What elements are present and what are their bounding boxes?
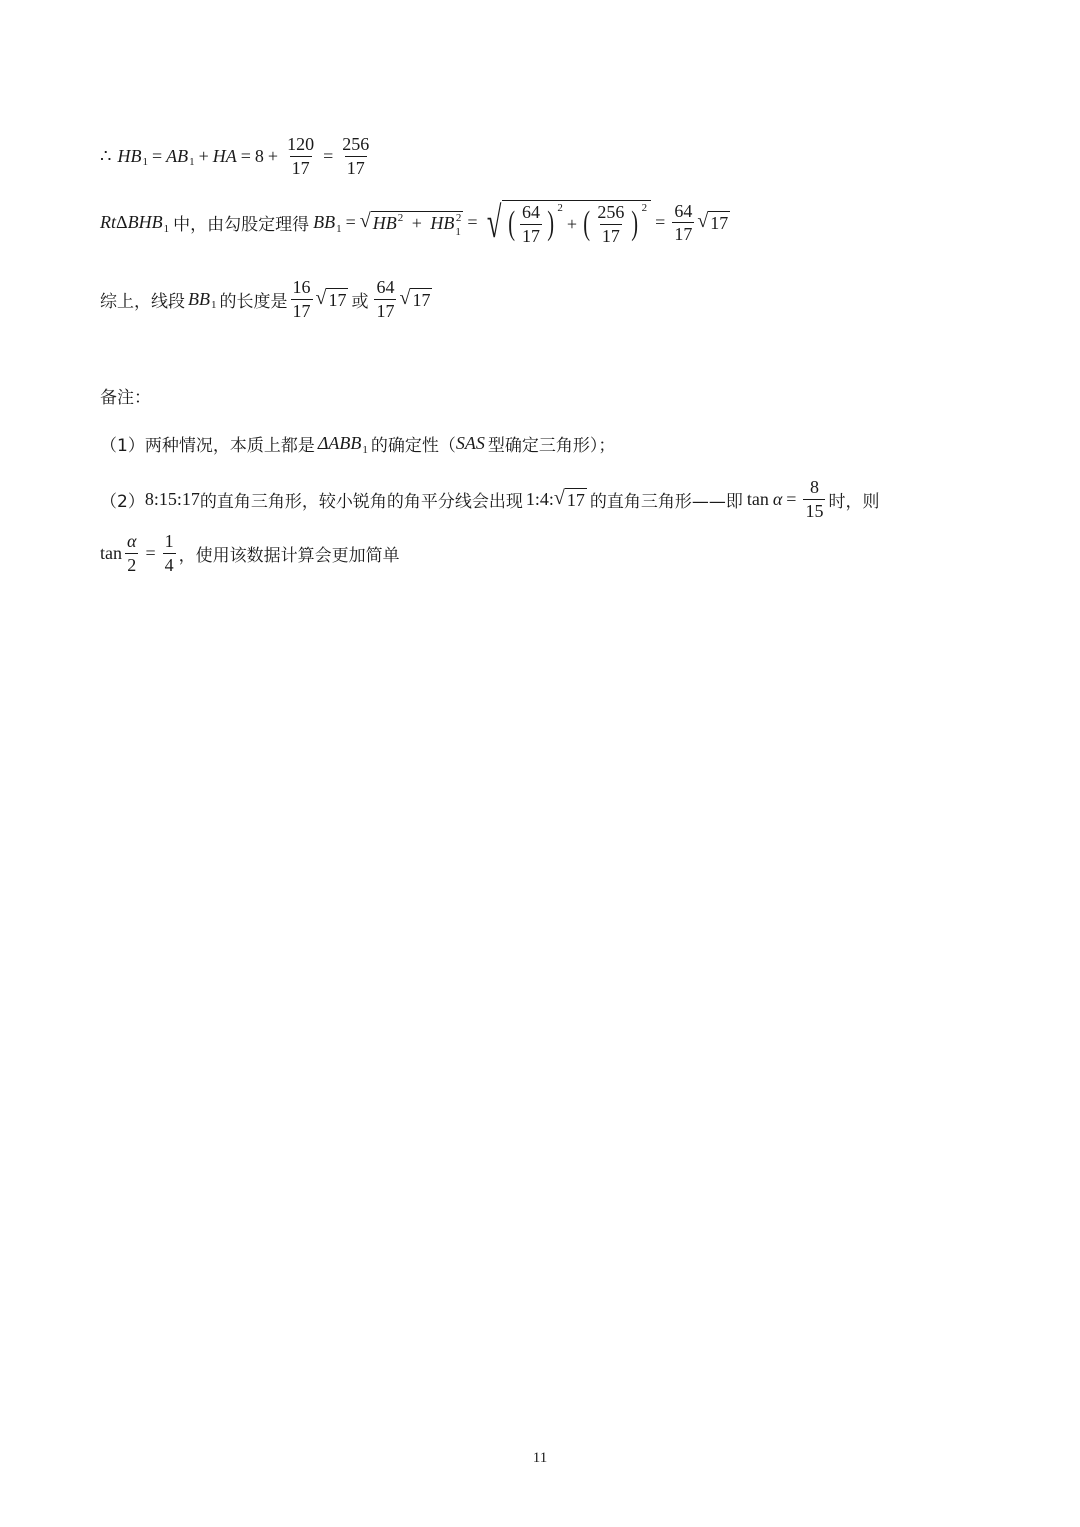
equation-bb1-pythagoras <box>100 197 730 247</box>
sub-1: 1 <box>455 226 461 239</box>
equals: = <box>655 212 666 233</box>
note2-middle2: 的直角三角形——即 <box>589 491 743 512</box>
sqrt-hb2-hb12 <box>359 210 464 239</box>
note-item-2 <box>100 478 879 521</box>
radicand: 17 <box>710 213 729 234</box>
equals: = <box>345 212 356 233</box>
text-conclusion-prefix: 综上，线段 <box>100 291 185 312</box>
note2-prefix: （2） <box>100 491 145 512</box>
sqrt-17 <box>554 488 587 511</box>
note2-suffix: 时，则 <box>828 491 880 512</box>
var-ha: HA <box>212 145 237 166</box>
numerator: 16 <box>292 277 311 297</box>
note2-middle: 的直角三角形，较小锐角的角平分线会出现 <box>199 491 523 512</box>
fraction-1-4 <box>163 532 176 575</box>
equals: = <box>145 542 156 563</box>
paren-left: ( <box>507 205 515 243</box>
note2-conclusion: ，使用该数据计算会更加简单 <box>178 545 400 566</box>
equals: = <box>786 488 797 509</box>
sup-2: 2 <box>641 202 648 215</box>
radical-sign: √ <box>359 210 371 233</box>
numerator: 1 <box>164 531 174 551</box>
numerator: 256 <box>597 202 625 222</box>
fraction-8-15 <box>803 478 825 521</box>
denominator: 17 <box>291 157 310 178</box>
numerator: 64 <box>674 200 693 221</box>
denominator: 17 <box>674 224 693 245</box>
var-bb: BB <box>188 288 210 309</box>
sqrt-17 <box>697 211 730 234</box>
sub-1: 1 <box>336 222 342 235</box>
fraction-16-17 <box>291 278 313 321</box>
radicand: 17 <box>328 289 347 310</box>
numerator: 120 <box>287 134 315 154</box>
plus: + <box>198 145 209 166</box>
radical-sign: √ <box>399 286 411 309</box>
page-number: 11 <box>532 1450 548 1466</box>
sup-2: 2 <box>397 212 404 225</box>
paren-left: ( <box>583 205 591 243</box>
denominator: 17 <box>601 225 620 246</box>
equals: = <box>240 145 251 166</box>
paren-right: ) <box>631 205 639 243</box>
sqrt-17 <box>316 288 349 311</box>
radicand: 17 <box>566 489 585 510</box>
notes-heading: 备注： <box>100 388 151 408</box>
equals: = <box>151 145 163 166</box>
sub-1: 1 <box>211 299 217 312</box>
radical-sign: √ <box>315 286 327 309</box>
radical-sign: √ <box>486 197 501 247</box>
text-pythagoras: 中，由勾股定理得 <box>173 215 310 236</box>
equals: = <box>467 212 478 233</box>
sup-2: 2 <box>557 202 563 215</box>
sub-1: 1 <box>142 156 148 169</box>
sqrt-big <box>482 197 652 247</box>
plus: + <box>267 145 279 166</box>
note1-prefix: （1）两种情况，本质上都是 <box>100 436 315 456</box>
alpha-symbol: α <box>772 488 783 509</box>
plus: + <box>411 213 422 234</box>
radicand <box>502 200 651 246</box>
tan-label: tan <box>100 542 122 563</box>
paren-right: ) <box>547 205 555 243</box>
text-length-is: 的长度是 <box>219 291 288 312</box>
sub-1: 1 <box>362 443 368 456</box>
fraction-256-17 <box>595 203 626 246</box>
fraction-alpha-2 <box>125 532 138 575</box>
ratio-8-15-17: 8:15:17 <box>144 488 200 509</box>
plus: + <box>566 213 577 234</box>
sub-1: 1 <box>163 222 170 235</box>
note1-middle: 的确定性（ <box>370 436 456 456</box>
numerator: 256 <box>342 134 370 154</box>
var-bb: BB <box>313 212 336 233</box>
equation-hb1 <box>100 135 374 178</box>
sqrt-17 <box>399 288 432 311</box>
denominator: 17 <box>376 300 395 321</box>
fraction-120-17 <box>285 135 316 178</box>
triangle-abb: ΔABB <box>317 433 362 453</box>
denominator: 15 <box>805 500 824 521</box>
numerator: 64 <box>522 202 541 222</box>
text-or: 或 <box>351 291 369 312</box>
denominator: 4 <box>164 554 174 575</box>
fraction-64-17 <box>374 278 396 321</box>
triangle-symbol: Δ <box>116 212 128 233</box>
var-rt: Rt <box>100 212 116 233</box>
var-hb: HB <box>430 213 455 234</box>
fraction-64-17 <box>672 202 694 245</box>
sup-2: 2 <box>455 212 462 225</box>
sub-1: 1 <box>189 156 195 169</box>
var-hb: HB <box>117 145 142 166</box>
conclusion-line <box>100 278 432 321</box>
numerator: α <box>127 531 137 551</box>
radicand: 17 <box>412 289 431 310</box>
equals: = <box>323 145 334 166</box>
fraction-64-17 <box>520 203 542 246</box>
denominator: 17 <box>522 225 541 246</box>
ratio-1-4: 1:4: <box>525 488 554 509</box>
denominator: 17 <box>346 157 365 178</box>
note-item-1 <box>100 431 615 456</box>
fraction-256-17 <box>340 135 371 178</box>
value-8: 8 <box>254 145 264 166</box>
sas-label: SAS <box>455 433 485 453</box>
var-hb: HB <box>372 213 397 234</box>
therefore-symbol: ∴ <box>100 145 112 166</box>
radical-sign: √ <box>697 210 709 233</box>
tan-label: tan <box>746 488 769 509</box>
numerator: 64 <box>376 277 395 297</box>
var-ab: AB <box>166 145 189 166</box>
denominator: 2 <box>127 554 137 575</box>
var-bhb: BHB <box>127 212 163 233</box>
radical-sign: √ <box>553 486 565 509</box>
note1-suffix: 型确定三角形）； <box>487 436 616 456</box>
radicand <box>371 211 464 239</box>
numerator: 8 <box>809 477 819 497</box>
note-item-2-continuation <box>100 532 400 575</box>
denominator: 17 <box>292 300 311 321</box>
